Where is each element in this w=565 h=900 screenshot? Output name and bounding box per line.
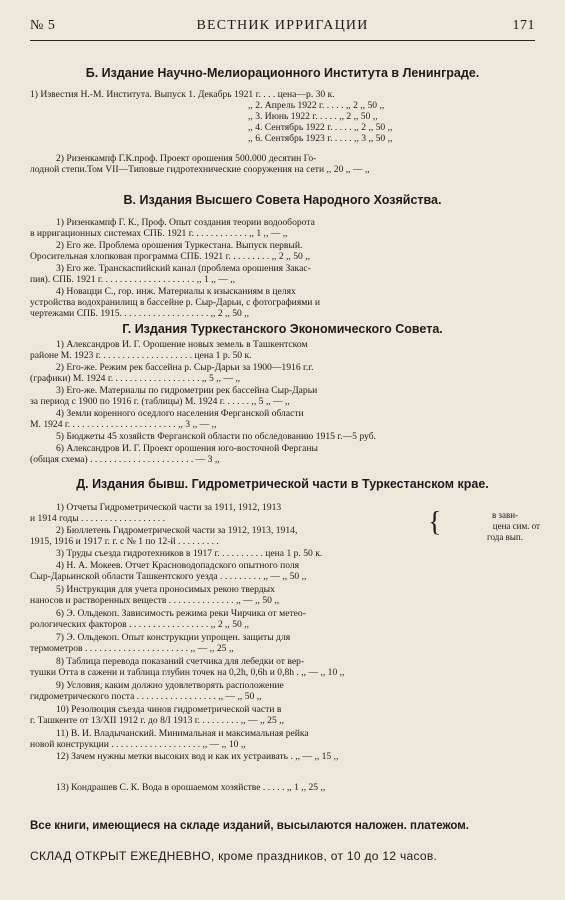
g-item-2-line-1: 2) Его-же. Режим рек бассейна р. Сыр-Дарьи за 1900—1916 г.г. [56,362,314,373]
price-note-2: цена сим. от [492,521,540,531]
v-item-4-line-3: чертежами СПБ. 1915. . . . . . . . . . . . . . . . . . . ,, 2 ,, 50 ,, [30,308,250,319]
journal-title: ВЕСТНИК ИРРИГАЦИИ [196,18,369,33]
b-item-1-2: ,, 2. Апрель 1922 г. . . . . ,, 2 ,, 50 ,, [248,100,385,111]
g-item-6-line-1: 6) Александров И. Г. Проект орошения юго-восточной Ферганы [56,443,319,454]
v-item-2-line-1: 2) Его же. Проблема орошения Туркестана. Выпуск первый. [56,240,303,251]
d-item-9-line-1: 9) Условия, каким должно удовлетворять расположение [56,680,284,691]
issue-number: № 5 [30,18,56,33]
d-item-2-line-2: 1915, 1916 и 1917 г. г. с № 1 по 12-й . . . . . . . . . [30,536,219,547]
d-item-8-line-1: 8) Таблица перевода показаний счетчика для лебедки от вер- [56,656,305,667]
d-item-6-line-1: 6) Э. Ольдекоп. Зависимость режима реки Чирчика от метео- [56,608,306,619]
footer-hours: СКЛАД ОТКРЫТ ЕЖЕДНЕВНО, кроме праздников, от 10 до 12 часов. [30,849,438,863]
header-rule [30,40,535,41]
b-item-1-4: ,, 4. Сентябрь 1922 г. . . . . ,, 2 ,, 50 ,, [248,122,393,133]
d-item-6-line-2: рологических факторов . . . . . . . . . . . . . . . . . ,, 2 ,, 50 ,, [30,619,250,630]
v-item-4-line-2: устройства водохранилищ в бассейне р. Сыр-Дарьи, с фотографиями и [30,297,320,308]
d-item-5-line-1: 5) Инструкция для учета проносимых рекою твердых [56,584,275,595]
v-item-3-line-1: 3) Его же. Транскаспийский канал (проблема орошения Закас- [56,263,311,274]
b-item-2-line-2: лодной степи.Том VII—Типовые гидротехнические сооружения на сети ,, 20 ,, — ,, [30,164,370,175]
d-item-2-line-1: 2) Бюллетень Гидрометрической части за 1912, 1913, 1914, [56,525,298,536]
v-item-1-line-1: 1) Ризенкампф Г. К., Проф. Опыт создания теории водооборота [56,217,315,228]
g-item-4-line-1: 4) Земли коренного оседлого населения Ферганской области [56,408,304,419]
d-item-9-line-2: гидрометрического поста . . . . . . . . . . . . . . . . . ,, — ,, 50 ,, [30,691,262,702]
v-item-4-line-1: 4) Новацци С., гор. инж. Материалы к изысканиям в целях [56,286,296,297]
section-v-title: В. Издания Высшего Совета Народного Хозяйства. [123,193,442,207]
d-item-12: 12) Зачем нужны метки высоких вод и как их устраивать . ,, — ,, 15 ,, [56,751,339,762]
b-item-2-line-1: 2) Ризенкампф Г.К.проф. Проект орошения 500.000 десятин Го- [56,153,317,164]
d-item-7-line-1: 7) Э. Ольдекоп. Опыт конструкции упрощен. защиты для [56,632,291,643]
d-item-3: 3) Труды съезда гидротехников в 1917 г. . . . . . . . . . цена 1 р. 50 к. [56,548,323,559]
d-item-13: 13) Кондрашев С. К. Вода в орошаемом хозяйстве . . . . . ,, 1 ,, 25 ,, [56,782,326,793]
g-item-3-line-1: 3) Его-же. Материалы по гидрометрии рек бассейна Сыр-Дарьи [56,385,318,396]
v-item-1-line-2: в ирригационных системах СПБ. 1921 г. . . . . . . . . . . . ,, 1 ,, — ,, [30,228,288,239]
section-b-title: Б. Издание Научно-Мелиорационного Института в Ленинграде. [85,66,480,80]
g-item-1-line-1: 1) Александров И. Г. Орошение новых земель в Ташкентском [56,339,308,350]
d-item-1-line-2: и 1914 годы . . . . . . . . . . . . . . . . . . [30,513,166,524]
section-d-title: Д. Издания бывш. Гидрометрической части в Туркестанском крае. [76,477,489,491]
d-item-4-line-1: 4) Н. А. Мокеев. Отчет Красноводопадского опытного поля [56,560,300,571]
d-item-11-line-2: новой конструкции . . . . . . . . . . . . . . . . . . . ,, — ,, 10 ,, [30,739,246,750]
footer-notice: Все книги, имеющиеся на складе изданий, высылаются наложен. платежом. [30,820,469,832]
g-item-3-line-2: за период с 1900 по 1916 г. (таблицы) М. 1924 г. . . . . . ,, 5 ,, — ,, [30,396,290,407]
v-item-2-line-2: Оросительная хлопковая программа СПБ. 1921 г. . . . . . . . . ,, 2 ,, 50 ,, [30,251,310,262]
g-item-4-line-2: М. 1924 г. . . . . . . . . . . . . . . . . . . . . . . ,, 3 ,, — ,, [30,419,217,430]
d-item-5-line-2: наносов и растворенных веществ . . . . . . . . . . . . . . ,, — ,, 50 ,, [30,595,280,606]
g-item-6-line-2: (общая схема) . . . . . . . . . . . . . . . . . . . . . . — 3 ,, [30,454,220,465]
b-item-1: 1) Известия Н.-М. Института. Выпуск 1. Декабрь 1921 г. . . . цена—р. 30 к. [30,89,335,100]
price-brace: { [428,507,442,538]
d-item-10-line-2: г. Ташкенте от 13/XII 1912 г. до 8/I 1913 г. . . . . . . . . ,, — ,, 25 ,, [30,715,284,726]
b-item-1-6: ,, 6. Сентябрь 1923 г. . . . . ,, 3 ,, 50 ,, [248,133,393,144]
running-header [30,18,535,40]
g-item-2-line-2: (графики) М. 1924 г. . . . . . . . . . . . . . . . . . . ,, 5 ,, — ,, [30,373,241,384]
d-item-11-line-1: 11) В. И. Владычанский. Минимальная и максимальная рейка [56,728,309,739]
d-item-4-line-2: Сыр-Дарьинской области Ташкентского уезда . . . . . . . . . ,, — ,, 50 ,, [30,571,307,582]
g-item-5: 5) Бюджеты 45 хозяйств Ферганской области по обследованию 1915 г.—5 руб. [56,431,376,442]
d-item-7-line-2: термометров . . . . . . . . . . . . . . . . . . . . . . ,, — ,, 25 ,, [30,643,234,654]
g-item-1-line-2: районе М. 1923 г. . . . . . . . . . . . . . . . . . . . цена 1 р. 50 к. [30,350,252,361]
price-note-3: года вып. [487,532,523,542]
d-item-8-line-2: тушки Отта в сажени и таблица глубин точек на 0,2h, 0,6h и 0,8h . ,, — ,, 10 ,, [30,667,345,678]
price-note-1: в зави- [491,510,519,520]
page-number: 171 [512,18,535,33]
d-item-10-line-1: 10) Резолюция съезда чинов гидрометрической части в [56,704,282,715]
v-item-3-line-2: пия). СПБ. 1921 г. . . . . . . . . . . . . . . . . . . . ,, 1 ,, — ,, [30,274,236,285]
d-item-1-line-1: 1) Отчеты Гидрометрической части за 1911, 1912, 1913 [56,502,282,513]
b-item-1-3: ,, 3. Июнь 1922 г. . . . . ,, 2 ,, 50 ,, [248,111,378,122]
section-g-title: Г. Издания Туркестанского Экономического Совета. [122,322,443,336]
